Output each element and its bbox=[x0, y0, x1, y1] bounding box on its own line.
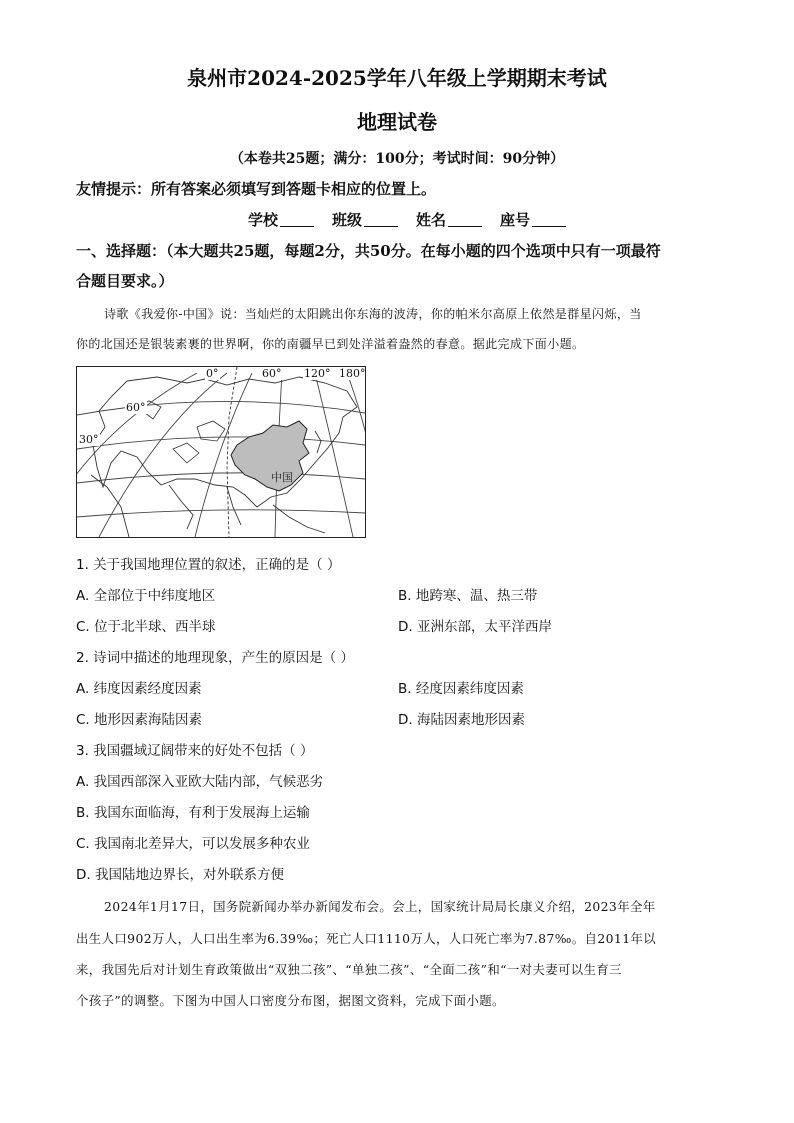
field-name-label: 姓名 bbox=[416, 211, 447, 229]
passage2-line3: 来，我国先后对计划生育政策做出“双独二孩”、“单独二孩”、“全面二孩”和“一对夫妻可以生育三 bbox=[76, 962, 622, 977]
exam-subtitle: 地理试卷 bbox=[357, 110, 437, 134]
field-school-blank[interactable] bbox=[280, 212, 314, 227]
question-2-option-d[interactable]: D. 海陆因素地形因素 bbox=[398, 712, 525, 728]
question-1-stem: 1. 关于我国地理位置的叙述，正确的是（ ） bbox=[76, 557, 341, 573]
map-lon-label-60: 60° bbox=[262, 367, 282, 380]
world-map-figure bbox=[76, 366, 366, 538]
question-1-option-d[interactable]: D. 亚洲东部，太平洋西岸 bbox=[398, 619, 552, 635]
question-3-option-d[interactable]: D. 我国陆地边界长，对外联系方便 bbox=[76, 867, 284, 883]
question-3-option-c[interactable]: C. 我国南北差异大，可以发展多种农业 bbox=[76, 836, 311, 852]
map-lat-label-30: 30° bbox=[79, 433, 99, 446]
question-3-stem: 3. 我国疆域辽阔带来的好处不包括（ ） bbox=[76, 743, 314, 759]
question-3-option-b[interactable]: B. 我国东面临海，有利于发展海上运输 bbox=[76, 805, 310, 821]
question-2-option-b[interactable]: B. 经度因素纬度因素 bbox=[398, 681, 524, 697]
exam-title: 泉州市2024-2025学年八年级上学期期末考试 bbox=[187, 66, 607, 90]
exam-info: （本卷共25题；满分：100分；考试时间：90分钟） bbox=[229, 151, 565, 167]
map-lon-label-0: 0° bbox=[206, 367, 219, 380]
field-seat-label: 座号 bbox=[500, 211, 531, 229]
field-class-blank[interactable] bbox=[364, 212, 398, 227]
question-3-option-a[interactable]: A. 我国西部深入亚欧大陆内部，气候恶劣 bbox=[76, 774, 324, 790]
question-1-option-a[interactable]: A. 全部位于中纬度地区 bbox=[76, 588, 216, 604]
passage1-line1: 诗歌《我爱你-中国》说：当灿烂的太阳跳出你东海的波涛，你的帕米尔高原上依然是群星闪烁，当 bbox=[104, 307, 642, 321]
passage1-line2: 你的北国还是银装素裹的世界啊，你的南疆早已到处洋溢着盎然的春意。据此完成下面小题。 bbox=[76, 337, 585, 351]
map-china-label: 中国 bbox=[271, 471, 293, 484]
section-heading-line1: 一、选择题：（本大题共25题，每题2分，共50分。在每小题的四个选项中只有一项最符 bbox=[76, 242, 661, 260]
passage2-line4: 个孩子”的调整。下图为中国人口密度分布图，据图文资料，完成下面小题。 bbox=[76, 993, 505, 1008]
passage2-line1: 2024年1月17日，国务院新闻办举办新闻发布会。会上，国家统计局局长康义介绍，2023年全年 bbox=[104, 899, 656, 914]
question-2-stem: 2. 诗词中描述的地理现象，产生的原因是（ ） bbox=[76, 650, 354, 666]
section-heading-line2: 合题目要求。） bbox=[76, 272, 174, 290]
question-1-option-b[interactable]: B. 地跨寒、温、热三带 bbox=[398, 588, 538, 604]
field-school-label: 学校 bbox=[248, 211, 279, 229]
passage2-line2: 出生人口902万人，人口出生率为6.39‰；死亡人口1110万人，人口死亡率为7.87‰。自2011年以 bbox=[76, 931, 657, 946]
china-region bbox=[231, 421, 309, 491]
map-lon-label-120: 120° bbox=[304, 367, 331, 380]
friendly-tip: 友情提示：所有答案必须填写到答题卡相应的位置上。 bbox=[76, 180, 437, 198]
field-seat-blank[interactable] bbox=[532, 212, 566, 227]
question-2-option-c[interactable]: C. 地形因素海陆因素 bbox=[76, 712, 203, 728]
question-2-option-a[interactable]: A. 纬度因素经度因素 bbox=[76, 681, 202, 697]
map-lat-label-60: 60° bbox=[126, 401, 146, 414]
student-info-fields bbox=[248, 209, 566, 230]
question-1-option-c[interactable]: C. 位于北半球、西半球 bbox=[76, 619, 216, 635]
map-lon-label-180: 180° bbox=[339, 367, 366, 380]
field-class-label: 班级 bbox=[332, 211, 363, 229]
field-name-blank[interactable] bbox=[448, 212, 482, 227]
